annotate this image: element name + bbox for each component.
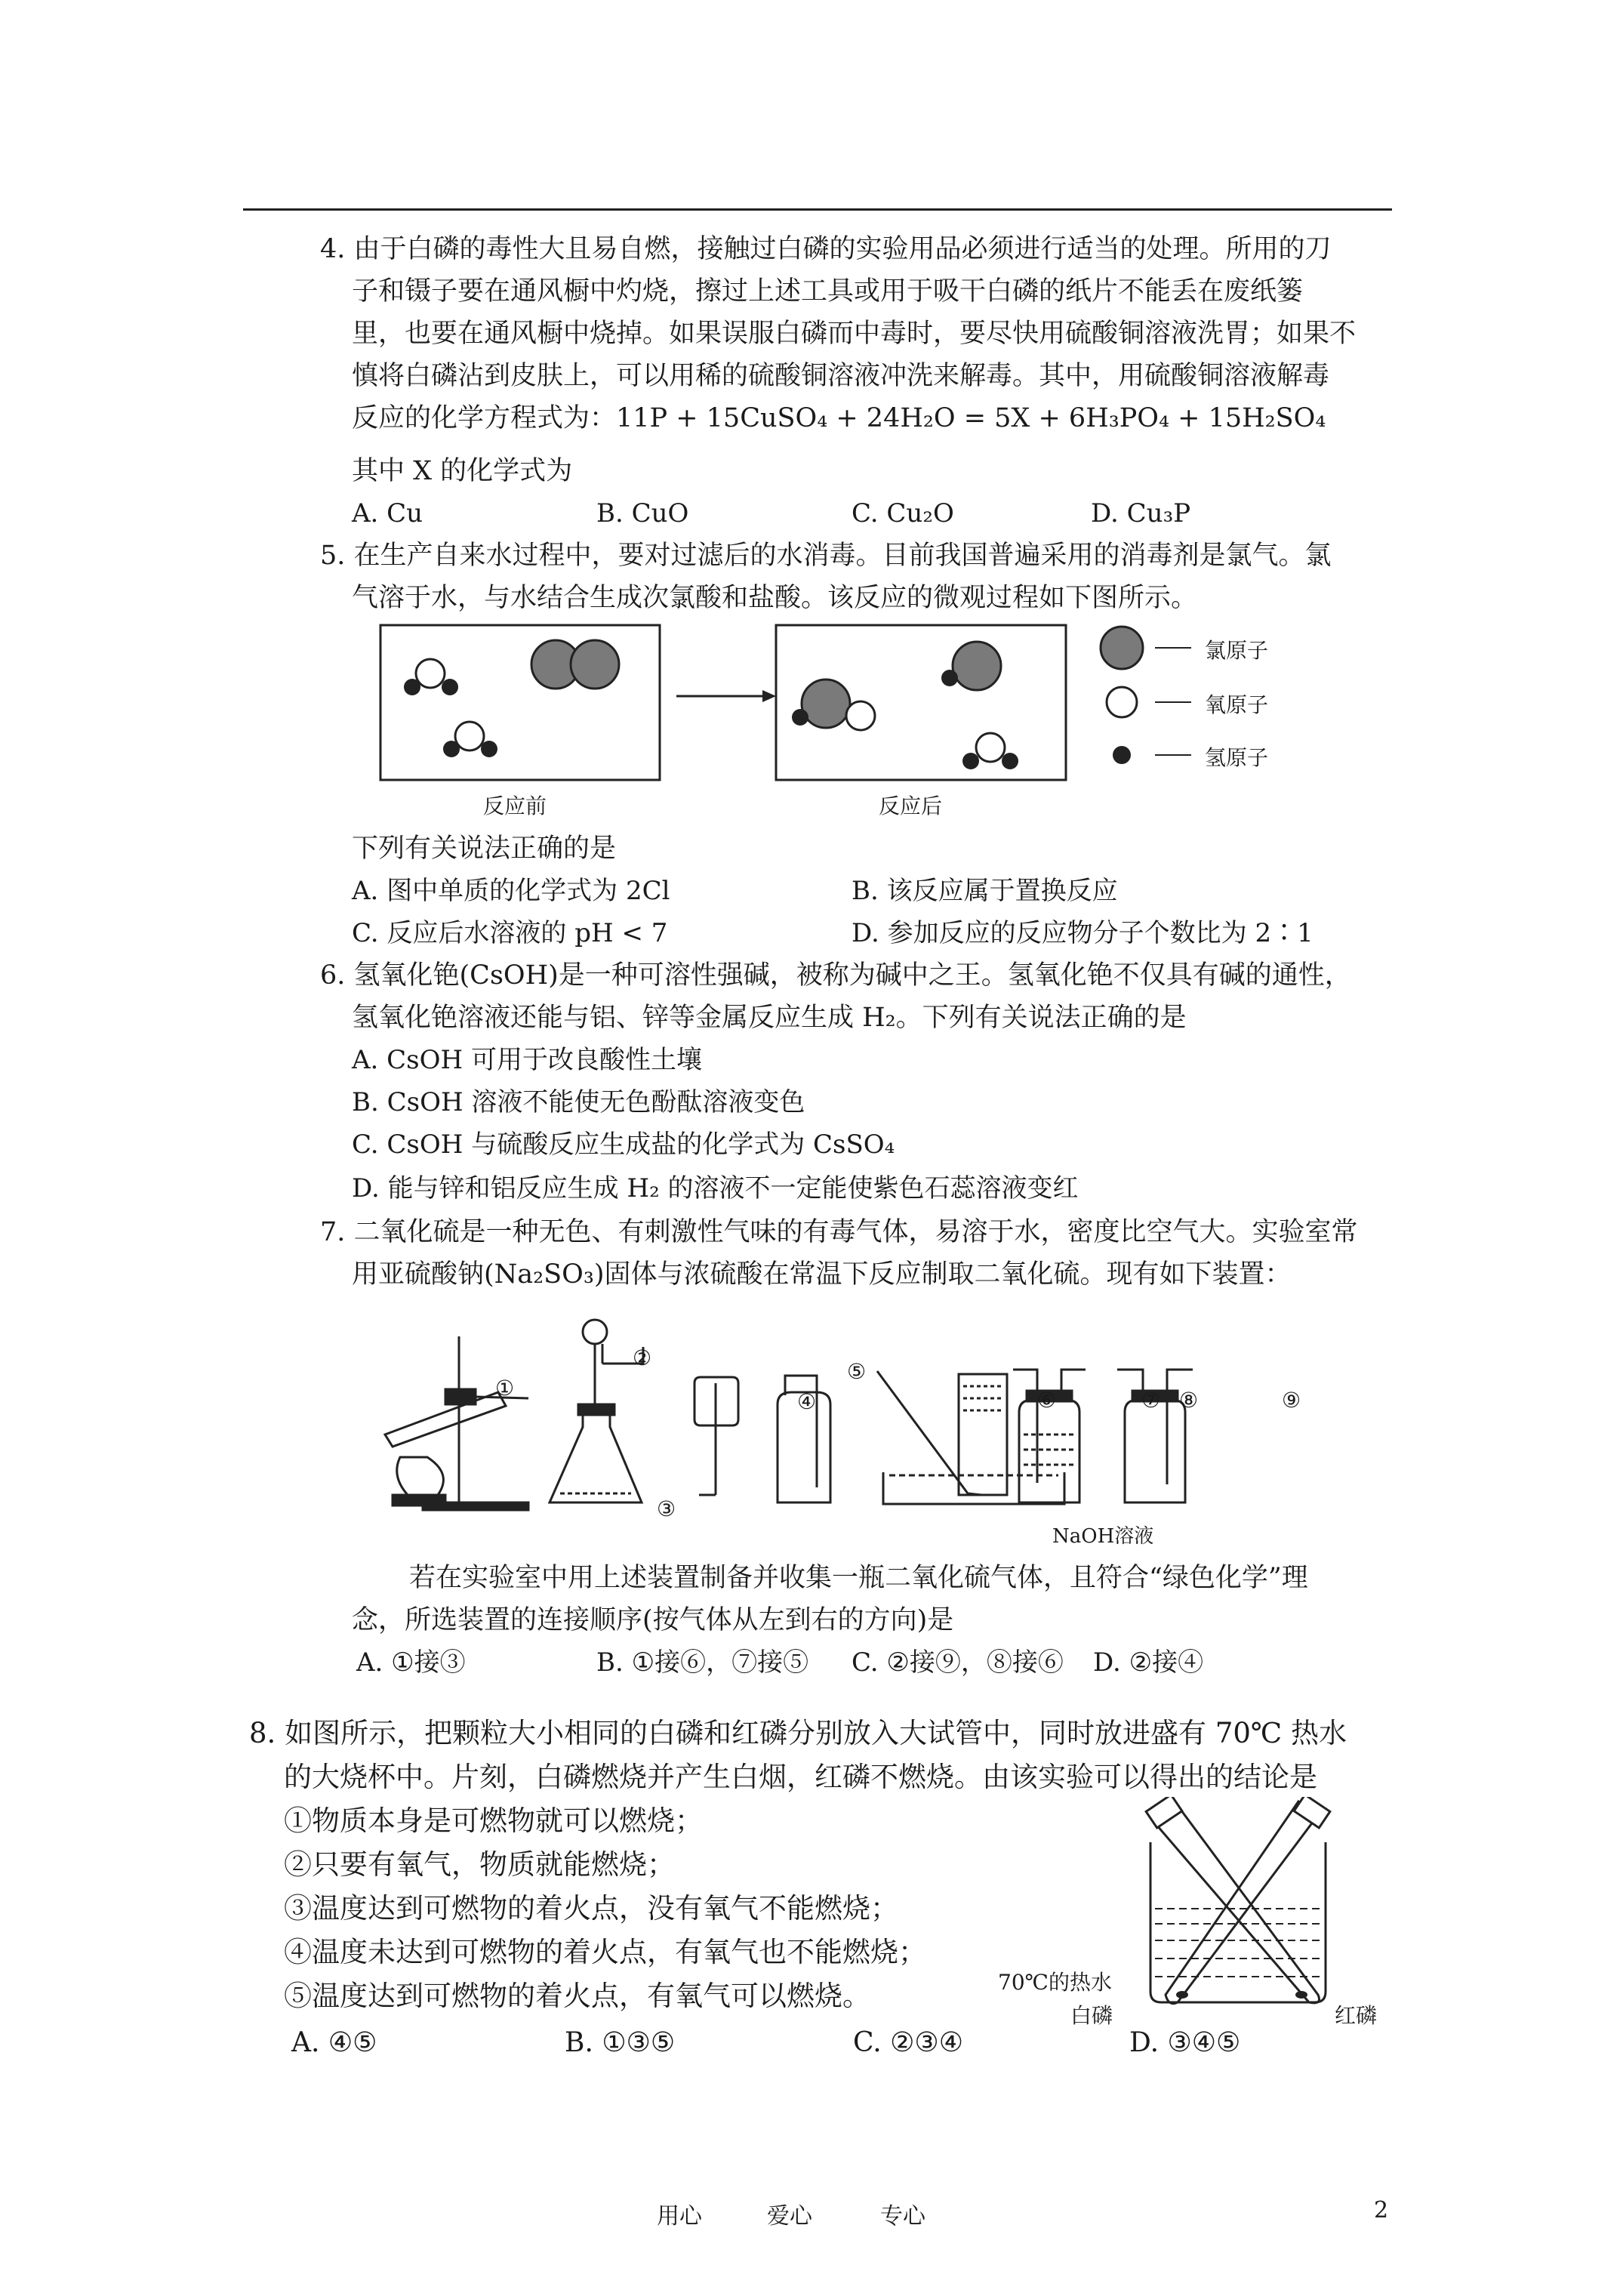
q8-option-c: C. ②③④: [853, 2027, 963, 2058]
q5-option-a: A. 图中单质的化学式为 2Cl: [352, 876, 670, 906]
q7-line-1: 7. 二氧化硫是一种无色、有刺激性气味的有毒气体，易溶于水，密度比空气大。实验室常: [320, 1217, 1358, 1247]
label-2: ②: [633, 1345, 652, 1370]
q8-statement-5: ⑤温度达到可燃物的着火点，有氧气可以燃烧。: [284, 1980, 870, 2012]
water-molecule-2: [443, 722, 497, 757]
q8-option-d: D. ③④⑤: [1129, 2027, 1241, 2058]
q4-line-1: 4. 由于白磷的毒性大且易自燃，接触过白磷的实验用品必须进行适当的处理。所用的刀: [320, 234, 1332, 264]
q8-option-a: A. ④⑤: [291, 2027, 377, 2058]
q6-option-b: B. CsOH 溶液不能使无色酚酞溶液变色: [352, 1087, 805, 1117]
q7-option-b: B. ①接⑥，⑦接⑤: [596, 1647, 809, 1678]
q4-line-6: 其中 X 的化学式为: [352, 456, 573, 486]
label-4: ④: [797, 1389, 817, 1414]
page-number: 2: [1374, 2197, 1389, 2224]
q7-option-d: D. ②接④: [1093, 1647, 1204, 1678]
chlorine-molecule: [531, 640, 619, 689]
after-label: 反应后: [879, 794, 943, 818]
apparatus-2: [550, 1320, 643, 1502]
label-7: ⑦: [1141, 1388, 1161, 1413]
q8-beaker-figure: [1125, 1797, 1374, 2016]
label-hot-water: 70℃的热水: [998, 1970, 1112, 1995]
q5-line-2: 气溶于水，与水结合生成次氯酸和盐酸。该反应的微观过程如下图所示。: [352, 583, 1198, 613]
header-rule: [243, 208, 1392, 211]
q8-statement-4: ④温度未达到可燃物的着火点，有氧气也不能燃烧；: [284, 1936, 926, 1968]
q4-option-a: A. Cu: [352, 498, 423, 529]
q7-option-a: A. ①接③: [356, 1647, 466, 1678]
footer-text-1: 用心: [657, 2203, 702, 2230]
q7-stem-1: 若在实验室中用上述装置制备并收集一瓶二氧化硫气体，且符合“绿色化学”理: [409, 1563, 1308, 1593]
legend-hydrogen: 氢原子: [1205, 745, 1269, 770]
label-8: ⑧: [1179, 1388, 1199, 1413]
q5-stem: 下列有关说法正确的是: [352, 834, 617, 864]
q5-line-1: 5. 在生产自来水过程中，要对过滤后的水消毒。目前我国普遍采用的消毒剂是氯气。氯: [320, 541, 1332, 571]
label-3: ③: [657, 1496, 676, 1521]
oxygen-atom-icon: [1107, 687, 1137, 717]
q4-line-3: 里，也要在通风橱中烧掉。如果误服白磷而中毒时，要尽快用硫酸铜溶液洗胃；如果不: [352, 319, 1357, 349]
q5-option-c: C. 反应后水溶液的 pH < 7: [352, 918, 668, 948]
apparatus-3: [694, 1377, 738, 1495]
label-1: ①: [495, 1376, 515, 1401]
label-9: ⑨: [1282, 1388, 1301, 1413]
water-molecule-1: [404, 659, 458, 695]
legend-oxygen: 氧原子: [1205, 692, 1269, 717]
legend-chlorine: 氯原子: [1205, 638, 1269, 663]
q4-option-c: C. Cu₂O: [852, 498, 954, 529]
before-label: 反应前: [483, 794, 547, 818]
q8-statement-3: ③温度达到可燃物的着火点，没有氧气不能燃烧；: [284, 1892, 898, 1925]
q8-statement-1: ①物质本身是可燃物就可以燃烧；: [284, 1804, 703, 1837]
q4-line-5: 反应的化学方程式为：11P + 15CuSO₄ + 24H₂O = 5X + 6H₃PO₄ + 15H₂SO₄: [352, 403, 1326, 433]
q8-line-1: 8. 如图所示，把颗粒大小相同的白磷和红磷分别放入大试管中，同时放进盛有 70℃ 热水: [249, 1717, 1347, 1749]
hclo-molecule: [792, 680, 875, 730]
footer-text-3: 专心: [880, 2203, 925, 2230]
q7-line-2: 用亚硫酸钠(Na₂SO₃)固体与浓硫酸在常温下反应制取二氧化硫。现有如下装置：: [352, 1259, 1292, 1290]
q8-line-2: 的大烧杯中。片刻，白磷燃烧并产生白烟，红磷不燃烧。由该实验可以得出的结论是: [284, 1761, 1317, 1793]
hcl-molecule: [941, 642, 1001, 690]
hydrogen-atom-icon: [1113, 746, 1131, 764]
q4-option-d: D. Cu₃P: [1091, 498, 1191, 529]
label-6: ⑥: [1037, 1388, 1057, 1413]
q6-option-d: D. 能与锌和铝反应生成 H₂ 的溶液不一定能使紫色石蕊溶液变红: [352, 1173, 1079, 1203]
q8-option-b: B. ①③⑤: [565, 2027, 676, 2058]
q6-option-a: A. CsOH 可用于改良酸性土壤: [352, 1045, 702, 1075]
footer-text-2: 爱心: [767, 2203, 812, 2230]
apparatus-1: [385, 1336, 528, 1510]
label-white-phosphorus: 白磷: [1070, 2003, 1113, 2028]
q5-option-b: B. 该反应属于置换反应: [852, 876, 1118, 906]
q6-line-1: 6. 氢氧化铯(CsOH)是一种可溶性强碱，被称为碱中之王。氢氧化铯不仅具有碱的通性，: [320, 960, 1351, 991]
q7-stem-2: 念，所选装置的连接顺序(按气体从左到右的方向)是: [352, 1605, 954, 1635]
naoh-label: NaOH溶液: [1052, 1525, 1154, 1548]
q6-option-c: C. CsOH 与硫酸反应生成盐的化学式为 CsSO₄: [352, 1130, 895, 1160]
label-red-phosphorus: 红磷: [1335, 2003, 1378, 2028]
before-box: [380, 625, 660, 780]
q4-line-2: 子和镊子要在通风橱中灼烧，擦过上述工具或用于吸干白磷的纸片不能丢在废纸篓: [352, 276, 1304, 307]
test-tube-left: [1146, 1797, 1319, 2003]
q4-line-4: 慎将白磷沾到皮肤上，可以用稀的硫酸铜溶液冲洗来解毒。其中，用硫酸铜溶液解毒: [352, 361, 1330, 391]
q7-option-c: C. ②接⑨，⑧接⑥: [852, 1647, 1064, 1678]
q7-apparatus-figure: [355, 1314, 1329, 1540]
q8-statement-2: ②只要有氧气，物质就能燃烧；: [284, 1848, 675, 1881]
q6-line-2: 氢氧化铯溶液还能与铝、锌等金属反应生成 H₂。下列有关说法正确的是: [352, 1003, 1187, 1033]
chlorine-atom-icon: [1101, 627, 1143, 669]
q4-option-b: B. CuO: [596, 498, 689, 529]
label-5: ⑤: [847, 1359, 867, 1384]
q5-option-d: D. 参加反应的反应物分子个数比为 2∶1: [852, 918, 1313, 948]
water-molecule-after: [962, 733, 1018, 769]
